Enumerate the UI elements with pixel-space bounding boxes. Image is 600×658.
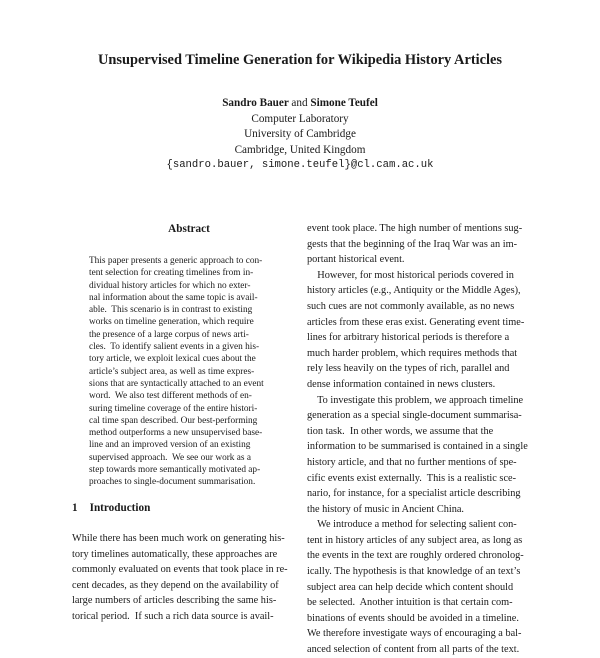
text-line: binations of events should be avoided in a timeline.	[307, 612, 519, 624]
text-line: be selected. Another intuition is that certain com-	[307, 597, 513, 609]
text-line: tent in history articles of any subject area, as long as	[307, 534, 523, 546]
text-line: method outperforms a new unsupervised base-	[89, 428, 263, 439]
text-line: suring timeline coverage of the entire histori-	[89, 403, 258, 414]
text-line: able. This scenario is in contrast to existing	[89, 305, 253, 316]
text-line: dense information contained in news clusters.	[307, 378, 496, 390]
text-line: portant historical event.	[307, 254, 405, 266]
text-line: generation as a special single-document summarisa-	[307, 410, 522, 422]
text-line: cal time span described. Our best-performing	[89, 415, 258, 426]
text-line: cles. To identify salient events in a given his-	[89, 342, 260, 353]
affiliation-line: Computer Laboratory	[251, 112, 349, 125]
abstract-heading: Abstract	[168, 223, 210, 235]
text-line: step towards more semantically motivated ap-	[89, 465, 261, 476]
text-line: event took place. The high number of mentions sug-	[307, 223, 523, 234]
introduction-body	[72, 531, 298, 625]
text-line: To investigate this problem, we approach timeline	[307, 394, 524, 406]
text-line: cent decades, as they depend on the availability of	[72, 579, 279, 591]
text-line: tory timelines automatically, these approaches are	[72, 548, 278, 560]
author-emails: {sandro.bauer, simone.teufel}@cl.cam.ac.uk	[166, 159, 434, 172]
text-line: anced selection of content from all parts of the text.	[307, 644, 520, 656]
text-line: We therefore investigate ways of encouraging a bal-	[307, 628, 522, 640]
abstract-body	[89, 255, 289, 489]
author-block	[0, 96, 600, 174]
paper-title: Unsupervised Timeline Generation for Wikipedia History Articles	[97, 52, 502, 68]
text-line: large numbers of articles describing the same his-	[72, 595, 277, 607]
right-column-body	[307, 221, 533, 658]
author-name: Sandro Bauer	[222, 97, 289, 109]
text-line: line and an improved version of an existing	[89, 440, 251, 451]
affiliation-line: Cambridge, United Kingdom	[234, 143, 366, 156]
text-line: article’s subject area, as well as time expres-	[89, 366, 255, 377]
text-line: supervised approach. We see our work as a	[89, 452, 251, 463]
section-title: Introduction	[89, 502, 151, 514]
text-line: lines for arbitrary historical periods is therefore a	[307, 332, 510, 344]
text-line: articles from these eras exist. Generating event time-	[307, 316, 525, 328]
text-line: cific events exist externally. This is a realistic sce-	[307, 472, 517, 484]
text-line: tory article, we exploit lexical cues about the	[89, 354, 256, 365]
text-line: While there has been much work on generating his-	[72, 533, 285, 544]
text-line: This paper presents a generic approach to con-	[89, 256, 263, 266]
text-line: subject area can help decide which content should	[307, 581, 514, 593]
affiliation-line: University of Cambridge	[244, 128, 356, 141]
text-line: tent selection for creating timelines from in-	[89, 268, 254, 279]
text-line: torical period. If such a rich data source is avail-	[72, 610, 274, 622]
text-line: history articles (e.g., Antiquity or the Middle Ages),	[307, 285, 521, 297]
text-line: nal information about the same topic is avail-	[89, 292, 258, 303]
text-line: commonly evaluated on events that took place in re-	[72, 564, 288, 576]
text-line: However, for most historical periods covered in	[307, 269, 514, 281]
text-line: nario, for instance, for a specialist article describing	[307, 488, 521, 500]
text-line: ically. The hypothesis is that knowledge of an text’s	[307, 566, 521, 578]
author-conjunction: and	[291, 97, 308, 109]
text-line: sions that are syntactically attached to an event	[89, 378, 264, 389]
text-line: much harder problem, which requires methods that	[307, 347, 518, 359]
section-heading-introduction	[72, 502, 150, 514]
text-line: We introduce a method for selecting salient con-	[307, 519, 517, 531]
text-line: proaches to single-document summarisation.	[89, 477, 256, 488]
text-line: history article, and that no further mentions of spe-	[307, 456, 517, 468]
text-line: the presence of a large corpus of news arti-	[89, 329, 249, 340]
text-line: information to be summarised is contained in a single	[307, 441, 528, 453]
section-number: 1	[72, 502, 78, 514]
text-line: tion task. In other words, we assume that the	[307, 425, 494, 437]
text-line: such cues are not commonly available, as no news	[307, 300, 515, 312]
author-names	[0, 96, 600, 112]
text-line: dividual history articles for which no exter-	[89, 280, 251, 291]
text-line: rely less heavily on the types of rich, parallel and	[307, 363, 510, 375]
text-line: word. We also test different methods of en-	[89, 391, 252, 402]
text-line: works on timeline generation, which require	[89, 317, 254, 328]
text-line: the events in the text are roughly ordered chronolog-	[307, 550, 524, 562]
author-name: Simone Teufel	[310, 97, 378, 109]
text-line: the history of music in Ancient China.	[307, 503, 465, 515]
text-line: gests that the beginning of the Iraq War was an im-	[307, 238, 518, 250]
